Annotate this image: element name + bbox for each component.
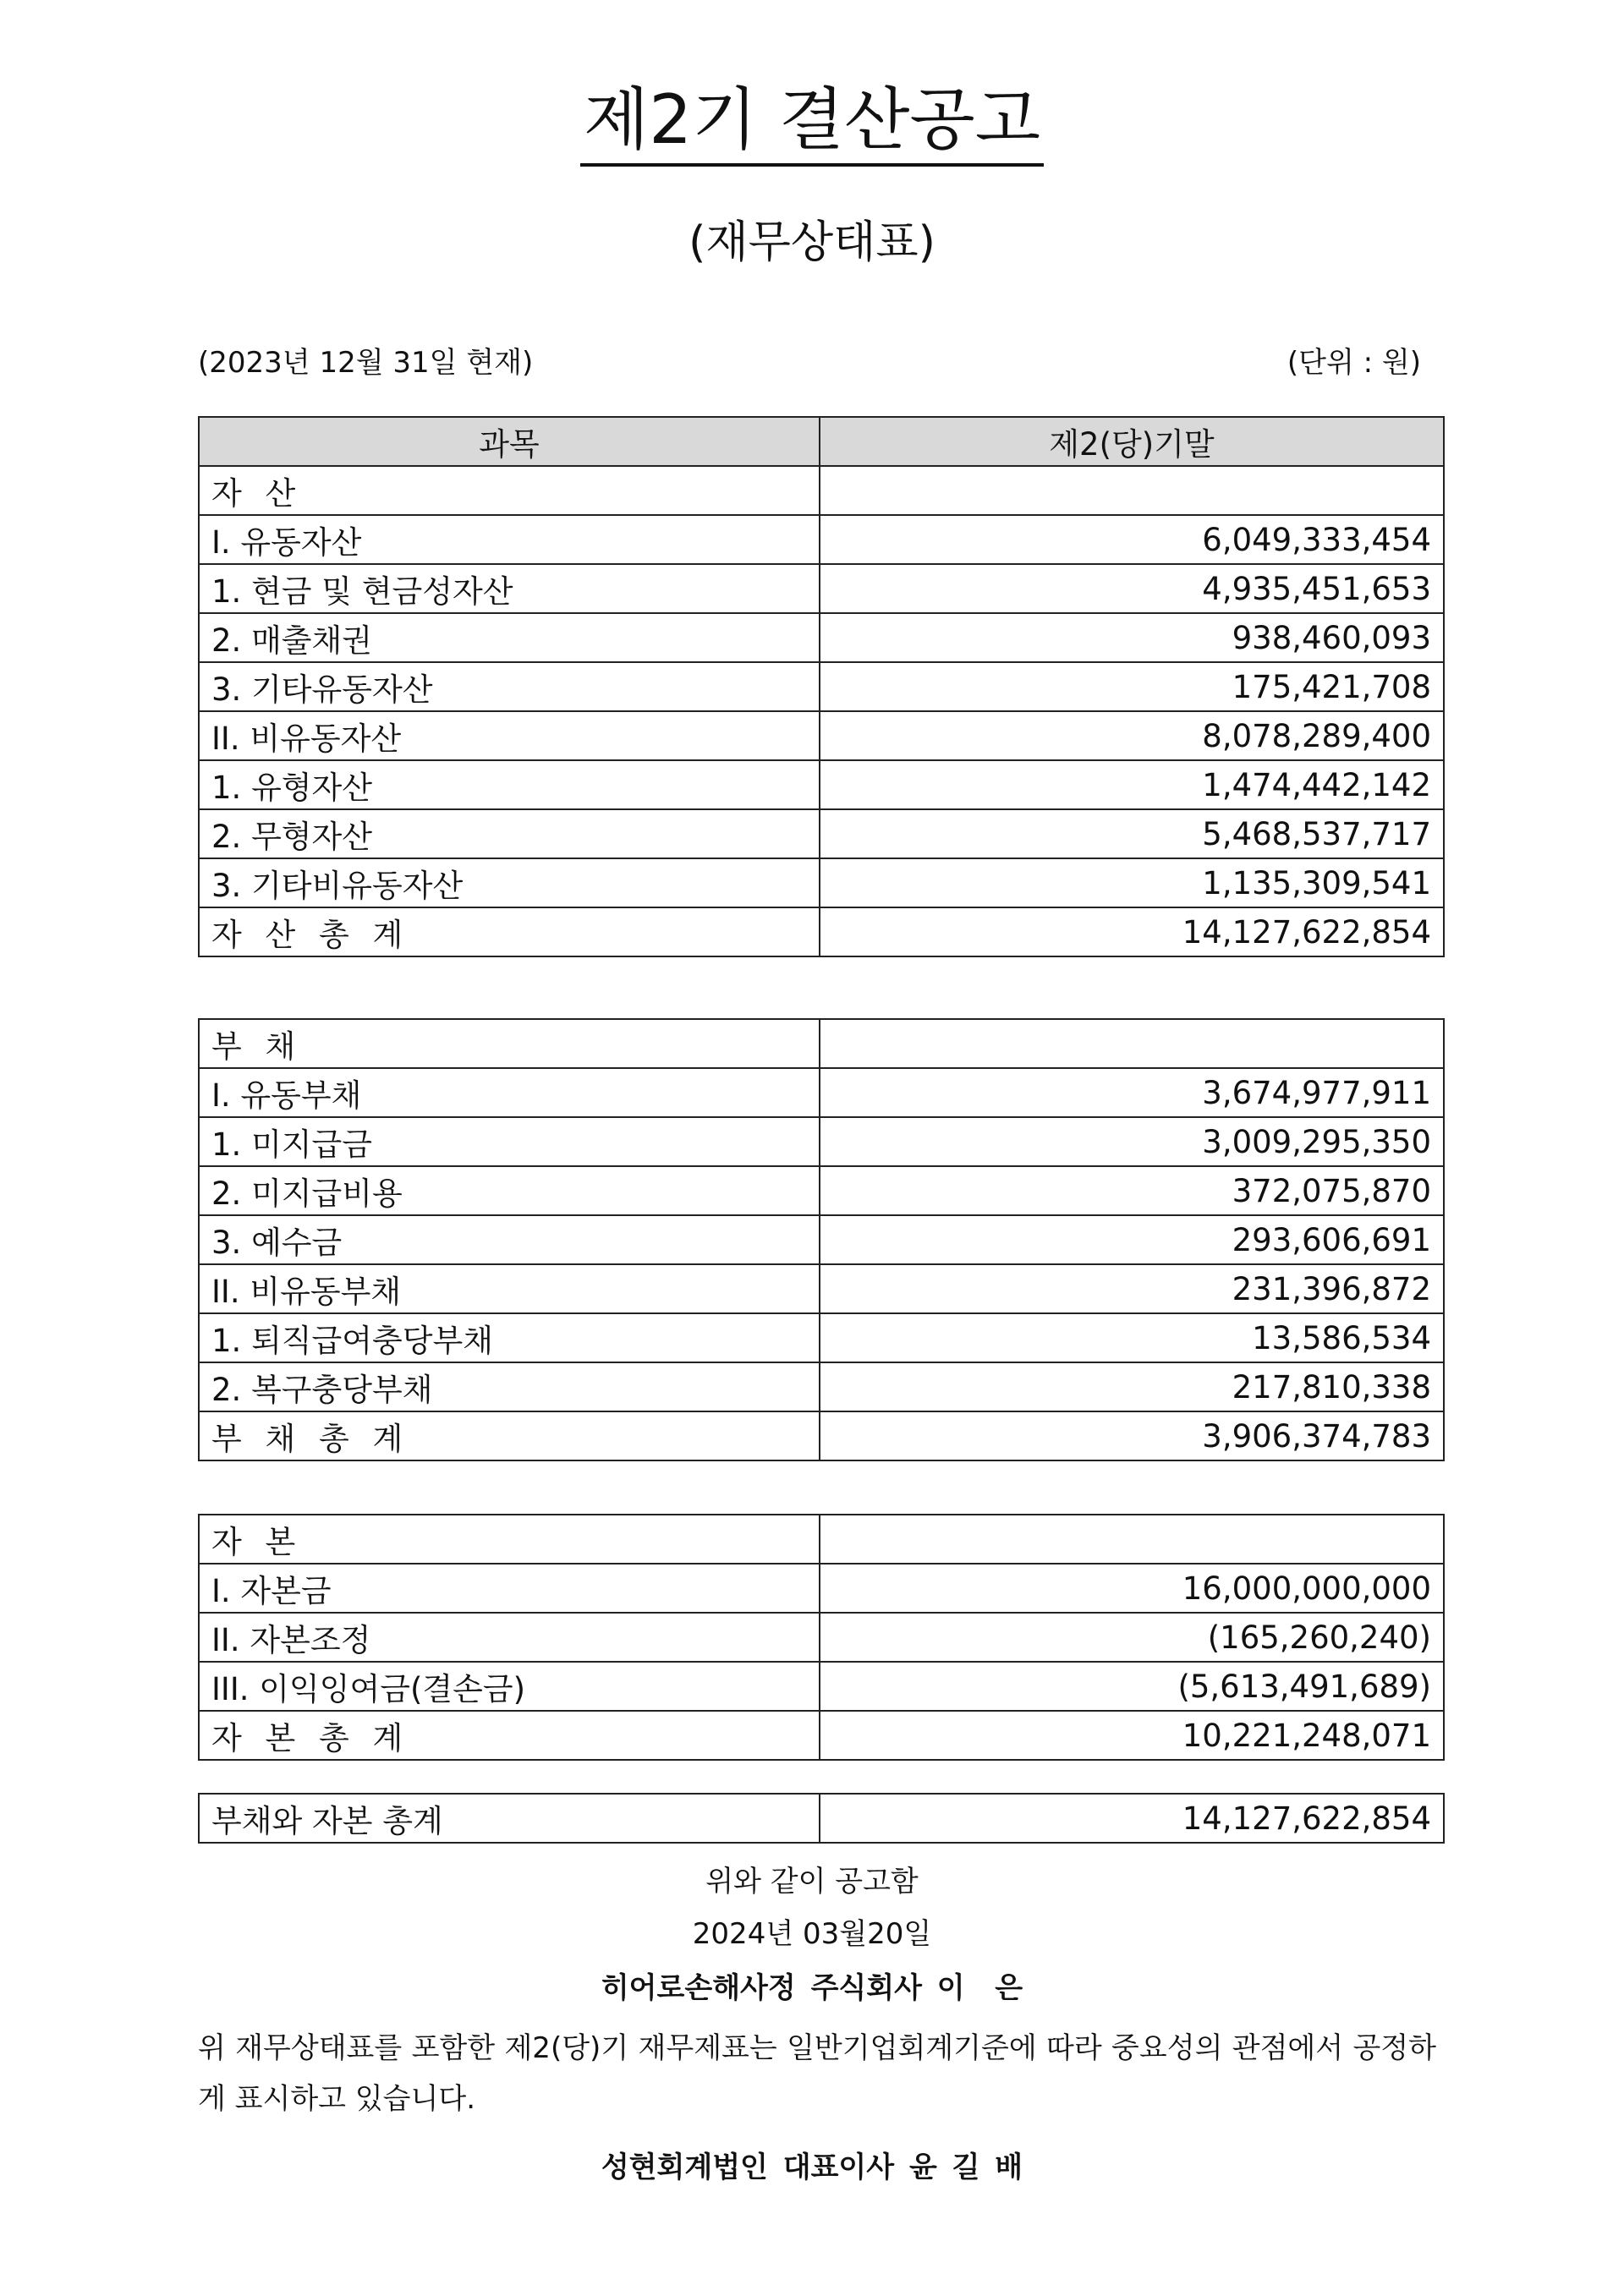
table-row	[199, 1117, 1444, 1166]
audit-statement: 위 재무상태표를 포함한 제2(당)기 재무제표는 일반기업회계기준에 따라 중요성의 관점에서 공정하게 표시하고 있습니다.	[198, 2031, 1436, 2116]
row-amount: 6,049,333,454	[820, 515, 1444, 564]
row-label: 1. 미지급금	[199, 1117, 820, 1166]
table-row	[199, 1613, 1444, 1662]
row-label: III. 이익잉여금(결손금)	[199, 1662, 820, 1711]
report-date: (2023년 12월 31일 현재)	[198, 346, 534, 380]
table-row	[199, 1564, 1444, 1613]
row-amount: 372,075,870	[820, 1166, 1444, 1215]
row-amount: (5,613,491,689)	[820, 1662, 1444, 1711]
section-row	[199, 1515, 1444, 1564]
row-amount: 4,935,451,653	[820, 564, 1444, 613]
grand-total-row	[199, 1794, 1444, 1843]
section-row	[199, 1019, 1444, 1068]
total-row-assets	[199, 907, 1444, 956]
row-amount: 293,606,691	[820, 1215, 1444, 1264]
table-row	[199, 564, 1444, 613]
table-row	[199, 1264, 1444, 1313]
row-label: 2. 매출채권	[199, 613, 820, 662]
total-amount: 14,127,622,854	[820, 907, 1444, 956]
row-label: 1. 유형자산	[199, 760, 820, 809]
table-row	[199, 515, 1444, 564]
header-account: 과목	[199, 417, 820, 466]
table-row	[199, 858, 1444, 907]
row-label: II. 비유동자산	[199, 711, 820, 760]
total-label: 자 산 총 계	[199, 907, 820, 956]
section-row	[199, 466, 1444, 515]
page-title: 제2기 결산공고	[0, 78, 1624, 167]
section-title-equity: 자 본	[199, 1515, 820, 1564]
page-subtitle: (재무상태표)	[689, 217, 935, 268]
row-amount: 13,586,534	[820, 1313, 1444, 1362]
table-row	[199, 1215, 1444, 1264]
row-amount: 231,396,872	[820, 1264, 1444, 1313]
total-amount: 10,221,248,071	[820, 1711, 1444, 1760]
total-amount: 3,906,374,783	[820, 1411, 1444, 1460]
company-signature: 히어로손해사정 주식회사 이 은	[601, 1971, 1023, 2005]
row-amount: 5,468,537,717	[820, 809, 1444, 858]
header-period: 제2(당)기말	[820, 417, 1444, 466]
table-row	[199, 1166, 1444, 1215]
row-label: 3. 기타유동자산	[199, 662, 820, 711]
row-label: 1. 현금 및 현금성자산	[199, 564, 820, 613]
row-label: I. 유동자산	[199, 515, 820, 564]
row-label: 2. 복구충당부채	[199, 1362, 820, 1411]
row-amount: 3,674,977,911	[820, 1068, 1444, 1117]
equity-table	[198, 1514, 1445, 1761]
row-label: 2. 무형자산	[199, 809, 820, 858]
announce-date: 2024년 03월20일	[692, 1917, 932, 1951]
grand-total-amount: 14,127,622,854	[820, 1794, 1444, 1843]
total-row-equity	[199, 1711, 1444, 1760]
row-label: 3. 기타비유동자산	[199, 858, 820, 907]
table-row	[199, 760, 1444, 809]
row-amount: (165,260,240)	[820, 1613, 1444, 1662]
row-label: II. 자본조정	[199, 1613, 820, 1662]
table-row	[199, 711, 1444, 760]
table-row	[199, 1362, 1444, 1411]
table-row	[199, 662, 1444, 711]
table-row	[199, 613, 1444, 662]
empty-cell	[820, 1019, 1444, 1068]
row-label: 3. 예수금	[199, 1215, 820, 1264]
row-label: II. 비유동부채	[199, 1264, 820, 1313]
total-label: 부 채 총 계	[199, 1411, 820, 1460]
row-amount: 1,135,309,541	[820, 858, 1444, 907]
row-amount: 1,474,442,142	[820, 760, 1444, 809]
row-amount: 175,421,708	[820, 662, 1444, 711]
row-amount: 217,810,338	[820, 1362, 1444, 1411]
table-row	[199, 1313, 1444, 1362]
grand-total-label: 부채와 자본 총계	[199, 1794, 820, 1843]
row-amount: 3,009,295,350	[820, 1117, 1444, 1166]
empty-cell	[820, 1515, 1444, 1564]
total-row-liabilities	[199, 1411, 1444, 1460]
section-title-liabilities: 부 채	[199, 1019, 820, 1068]
row-label: I. 자본금	[199, 1564, 820, 1613]
row-label: I. 유동부채	[199, 1068, 820, 1117]
report-unit: (단위 : 원)	[1287, 346, 1421, 380]
row-amount: 16,000,000,000	[820, 1564, 1444, 1613]
assets-table	[198, 416, 1445, 957]
table-header-row	[199, 417, 1444, 466]
total-label: 자 본 총 계	[199, 1711, 820, 1760]
table-row	[199, 1068, 1444, 1117]
empty-cell	[820, 466, 1444, 515]
table-row	[199, 1662, 1444, 1711]
row-amount: 8,078,289,400	[820, 711, 1444, 760]
row-label: 1. 퇴직급여충당부채	[199, 1313, 820, 1362]
grand-total-table	[198, 1793, 1445, 1844]
row-amount: 938,460,093	[820, 613, 1444, 662]
row-label: 2. 미지급비용	[199, 1166, 820, 1215]
auditor-signature: 성현회계법인 대표이사 윤 길 배	[601, 2151, 1023, 2184]
table-row	[199, 809, 1444, 858]
section-title-assets: 자 산	[199, 466, 820, 515]
liabilities-table	[198, 1018, 1445, 1461]
announce-text: 위와 같이 공고함	[705, 1865, 919, 1899]
